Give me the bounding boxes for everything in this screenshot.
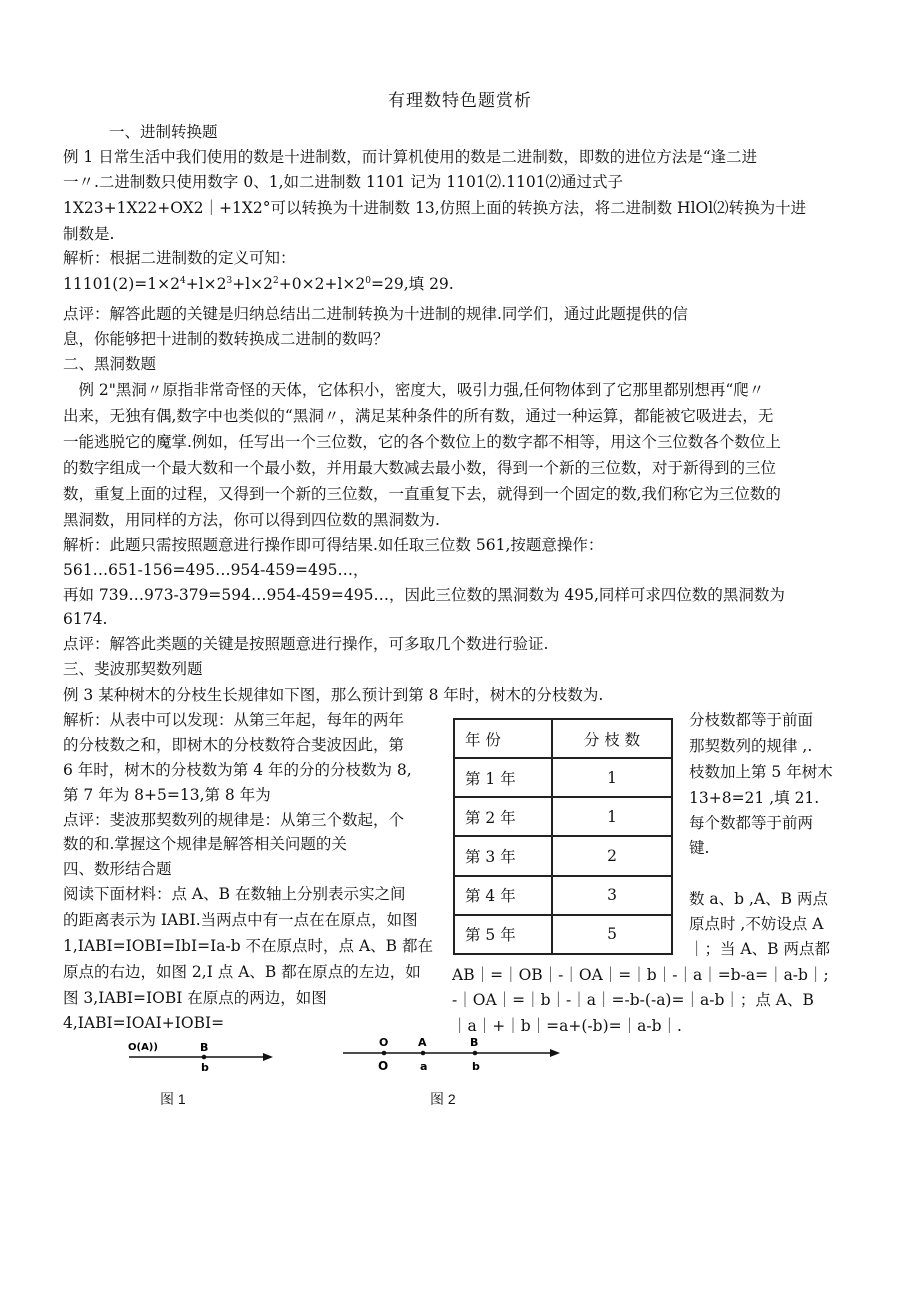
- paragraph-line: 数的和.掌握这个规律是解答相关问题的关: [63, 835, 347, 853]
- point-b-dot: [473, 1051, 478, 1056]
- paragraph-line: 的分枝数之和，即树木的分枝数符合斐波因此，第: [63, 736, 405, 754]
- table-header-row: [454, 719, 672, 758]
- right-column-line: 13+8=21 ,填 21.: [689, 789, 820, 807]
- right-column-line: ｜a｜+｜b｜=a+(-b)=｜a-b｜.: [452, 1017, 682, 1035]
- figure-1-caption: 图 1: [160, 1091, 186, 1107]
- section-heading-4: 四、数形结合题: [63, 860, 172, 878]
- paragraph-line: 解析：根据二进制数的定义可知：: [63, 249, 296, 267]
- origin-label: O(A)): [128, 1042, 158, 1053]
- origin-top-label: O: [379, 1036, 389, 1049]
- review-line: 点评：解答此题的关键是归纳总结出二进制转换为十进制的规律.同学们，通过此题提供的信: [63, 305, 688, 323]
- table-cell: 第 1 年: [454, 758, 552, 797]
- paragraph-line: 点评：解答此类题的关键是按照题意进行操作，可多取几个数进行验证.: [63, 635, 549, 653]
- right-column-line: 分枝数都等于前面: [689, 711, 814, 729]
- formula-line: $11101(2)=1\times 2^4+l\times 2^3+l\times 2^2+0\times 2+l\times 2^0=29$,填 29.: [63, 275, 454, 293]
- value-b-label: b: [472, 1060, 480, 1073]
- section-heading-3: 三、斐波那契数列题: [63, 660, 203, 678]
- paragraph-line: 4,IABI=IOAI+IOBI=: [63, 1014, 225, 1032]
- table-cell: 3: [552, 876, 672, 915]
- table-cell: 第 4 年: [454, 876, 552, 915]
- paragraph-line: 黑洞数，用同样的方法，你可以得到四位数的黑洞数为.: [63, 511, 440, 529]
- page-title: 有理数特色题赏析: [388, 91, 532, 111]
- paragraph-line: 例 3 某种树木的分枝生长规律如下图，那么预计到第 8 年时，树木的分枝数为.: [63, 686, 604, 704]
- right-column-line: 每个数都等于前两: [689, 814, 814, 832]
- table-cell: 1: [552, 758, 672, 797]
- formula-start: 11101(2)=1×2: [63, 275, 180, 293]
- table-row: [454, 758, 672, 797]
- right-column-line: ｜；当 A、B 两点都: [689, 940, 830, 958]
- paragraph-line: 原点的右边，如图 2,I 点 A、B 都在原点的左边，如: [63, 963, 421, 981]
- right-column-line: 数 a、b ,A、B 两点: [689, 890, 828, 908]
- origin-bottom-label: O: [378, 1059, 389, 1073]
- paragraph-line: 出来，无独有偶,数字中也类似的“黑洞〃，满足某种条件的所有数，通过一种运算，都能被它吸进去，无: [63, 407, 774, 425]
- paragraph-line: 阅读下面材料：点 A、B 在数轴上分别表示实之间: [63, 885, 406, 903]
- right-column-line: 那契数列的规律 ,.: [689, 737, 813, 755]
- paragraph-line: 例 1 日常生活中我们使用的数是十进制数，而计算机使用的数是二进制数，即数的进位方法是“逢二进: [63, 148, 758, 166]
- figure-2-number-line: [340, 1033, 565, 1075]
- paragraph-line: 的距离表示为 IABI.当两点中有一点在在原点，如图: [63, 911, 418, 929]
- paragraph-line: 第 7 年为 8+5=13,第 8 年为: [63, 786, 271, 804]
- paragraph-line: 点评：斐波那契数列的规律是：从第三个数起，个: [63, 811, 405, 829]
- table-row: [454, 836, 672, 875]
- paragraph-line: 解析：从表中可以发现：从第三年起，每年的两年: [63, 711, 405, 729]
- right-column-line: 原点时 ,不妨设点 A: [689, 915, 824, 933]
- paragraph-line: 再如 739…973-379=594…954-459=495…，因此三位数的黑洞数为 495,同样可求四位数的黑洞数为: [63, 586, 785, 604]
- table-row: [454, 915, 672, 954]
- right-column-line: 枝数加上第 5 年树木: [689, 763, 833, 781]
- paragraph-line: 数，重复上面的过程，又得到一个新的三位数，一直重复下去，就得到一个固定的数,我们称它为三位数的: [63, 485, 781, 503]
- paragraph-line: 制数是.: [63, 225, 115, 243]
- review-line: 息，你能够把十进制的数转换成二进制的数吗？: [63, 330, 389, 348]
- figure-1-number-line: [125, 1038, 275, 1078]
- table-cell: 第 2 年: [454, 797, 552, 836]
- table-row: [454, 876, 672, 915]
- paragraph-line: 一能逃脱它的魔掌.例如，任写出一个三位数，它的各个数位上的数字都不相等，用这个三位数各个数位上: [63, 433, 781, 451]
- paragraph-line: 561…651-156=495…954-459=495…，: [63, 561, 369, 579]
- paragraph-line: 6 年时，树木的分枝数为第 4 年的分的分枝数为 8,: [63, 761, 412, 779]
- table-header: 分 枝 数: [552, 719, 672, 758]
- table-cell: 1: [552, 797, 672, 836]
- right-column-line: 键.: [689, 839, 710, 857]
- paragraph-line: 图 3,IABI=IOBI 在原点的两边，如图: [63, 989, 327, 1007]
- point-a-label: A: [418, 1036, 427, 1049]
- origin-dot: [382, 1051, 387, 1056]
- arrow-head: [263, 1053, 273, 1061]
- paragraph-line: 解析：此题只需按照题意进行操作即可得结果.如任取三位数 561,按题意操作：: [63, 536, 604, 554]
- section-heading-1: 一、进制转换题: [109, 123, 218, 141]
- value-a-label: a: [420, 1060, 428, 1073]
- arrow-head: [550, 1049, 560, 1057]
- paragraph-line: 一〃.二进制数只使用数字 0、1,如二进制数 1101 记为 1101⑵.1101⑵通过式子: [63, 173, 624, 191]
- paragraph-line: 6174.: [63, 610, 108, 628]
- formula-tail: ,填 29.: [403, 275, 454, 293]
- paragraph-line: 例 2"黑洞〃原指非常奇怪的天体，它体积小，密度大，吸引力强,任何物体到了它那里都别想再“爬〃: [63, 381, 765, 399]
- paragraph-line: 1,IABI=IOBI=IbI=Ia-b 不在原点时，点 A、B 都在: [63, 937, 433, 955]
- table-cell: 第 5 年: [454, 915, 552, 954]
- table-header: 年 份: [454, 719, 552, 758]
- table-cell: 第 3 年: [454, 836, 552, 875]
- right-column-line: AB｜=｜OB｜-｜OA｜=｜b｜-｜a｜=b-a=｜a-b｜;: [452, 966, 829, 984]
- table-cell: 2: [552, 836, 672, 875]
- point-b-label: B: [470, 1036, 479, 1049]
- value-b-label: b: [201, 1061, 209, 1074]
- figure-2-caption: 图 2: [430, 1091, 456, 1107]
- paragraph-line: 的数字组成一个最大数和一个最小数，并用最大数减去最小数，得到一个新的三位数，对于新得到的三位: [63, 459, 777, 477]
- section-heading-2: 二、黑洞数题: [63, 355, 157, 373]
- right-column-line: -｜OA｜=｜b｜-｜a｜=-b-(-a)=｜a-b｜；点 A、B: [452, 991, 814, 1009]
- point-b-label: B: [200, 1041, 209, 1054]
- table-row: [454, 797, 672, 836]
- point-a-dot: [421, 1051, 426, 1056]
- branch-count-table: [453, 718, 673, 955]
- table-cell: 5: [552, 915, 672, 954]
- paragraph-line: 1X23+1X22+OX2｜+1X2°可以转换为十进制数 13,仿照上面的转换方法，将二进制数 HlOl⑵转换为十进: [63, 199, 807, 217]
- point-b-dot: [202, 1055, 207, 1060]
